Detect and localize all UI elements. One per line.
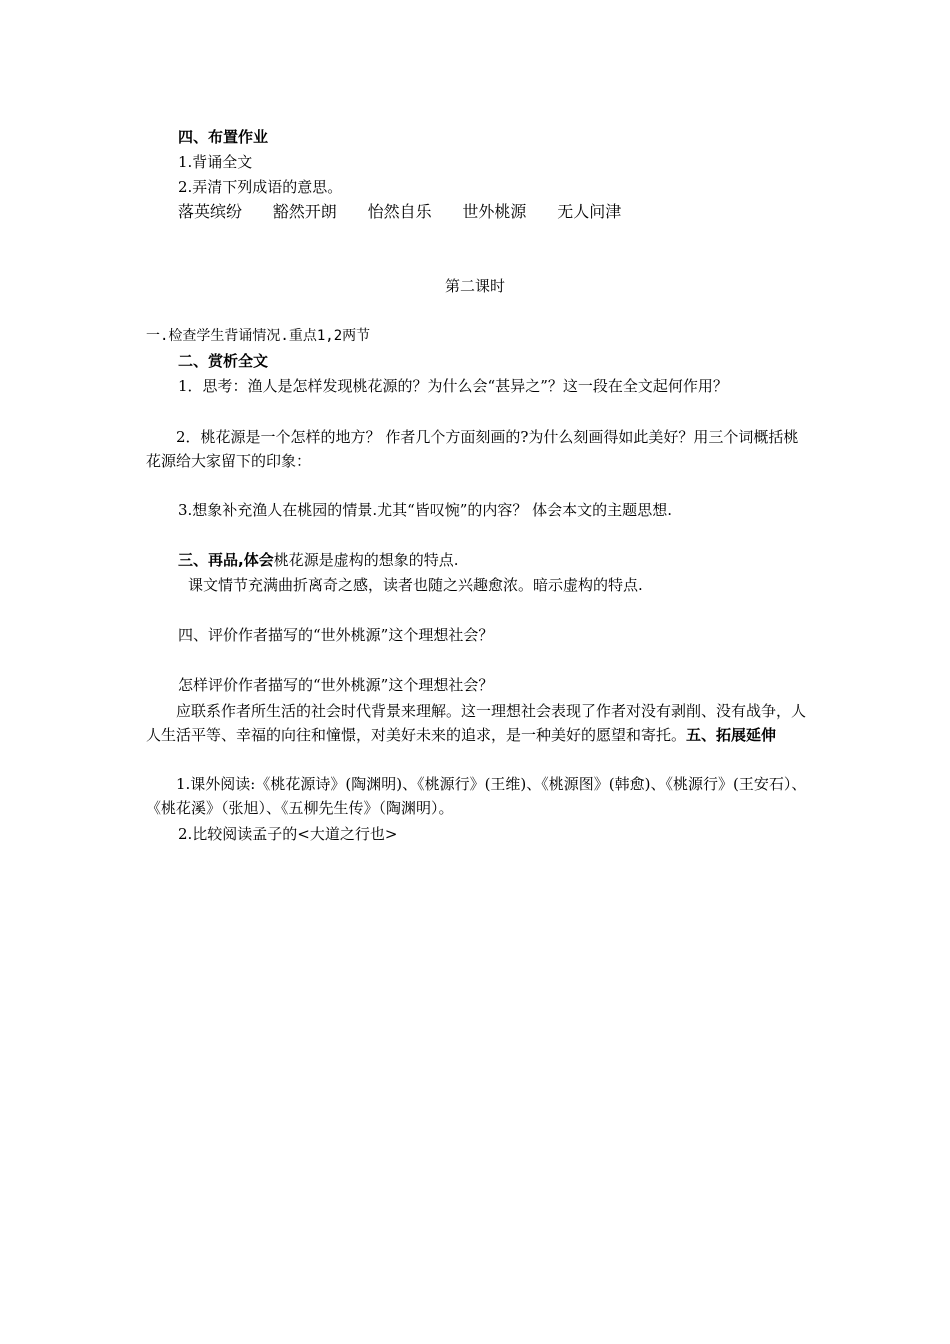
- idiom-item: 落英缤纷: [178, 202, 243, 221]
- question-3: 3.想象补充渔人在桃园的情景.尤其“皆叹惋”的内容？ 体会本文的主题思想.: [178, 501, 672, 519]
- homework-item-2: 2.弄清下列成语的意思。: [178, 178, 343, 196]
- section-3-text: 课文情节充满曲折离奇之感，读者也随之兴趣愈浓。暗示虚构的特点.: [188, 576, 643, 594]
- idiom-item: 世外桃源: [462, 202, 527, 221]
- section-3-heading-rest: 桃花源是虚构的想象的特点.: [273, 551, 459, 569]
- section-4-question: 怎样评价作者描写的“世外桃源”这个理想社会？: [178, 676, 494, 694]
- idiom-list: [178, 202, 647, 222]
- section-3-heading-bold: 三、再品,体会: [178, 551, 274, 569]
- idiom-item: 无人问津: [557, 202, 622, 221]
- question-1: 1．思考：渔人是怎样发现桃花源的？为什么会“甚异之”？这一段在全文起何作用？: [178, 377, 728, 395]
- section-4-heading: 四、评价作者描写的“世外桃源”这个理想社会？: [178, 626, 494, 644]
- idiom-item: 豁然开朗: [272, 202, 337, 221]
- section-5-item-1: 1.课外阅读:《桃花源诗》(陶渊明)、《桃源行》(王维)、《桃源图》(韩愈)、《桃源行》(王安石）、《桃花溪》（张旭）、《五柳先生传》（陶渊明）。: [146, 775, 807, 817]
- section-4-answer-text: 应联系作者所生活的社会时代背景来理解。这一理想社会表现了作者对没有剥削、没有战争，人人生活平等、幸福的向往和憧憬，对美好未来的追求，是一种美好的愿望和寄托。: [146, 702, 807, 744]
- homework-heading: 四、布置作业: [178, 128, 269, 146]
- section-2-heading: 二、赏析全文: [178, 352, 269, 370]
- section-5-heading: 五、拓展延伸: [686, 726, 777, 744]
- section-5-item-2: 2.比较阅读孟子的<大道之行也>: [178, 825, 398, 843]
- section-4-answer: [146, 699, 808, 747]
- question-2: 2．桃花源是一个怎样的地方？ 作者几个方面刻画的?为什么刻画得如此美好？用三个词概括桃花源给大家留下的印象：: [146, 428, 799, 470]
- homework-item-1: 1.背诵全文: [178, 153, 253, 171]
- idiom-item: 怡然自乐: [367, 202, 432, 221]
- lesson-title: 第二课时: [444, 277, 505, 295]
- section-3-heading: [178, 550, 458, 570]
- section-1-check: 一.检查学生背诵情况.重点1,2两节: [146, 328, 371, 344]
